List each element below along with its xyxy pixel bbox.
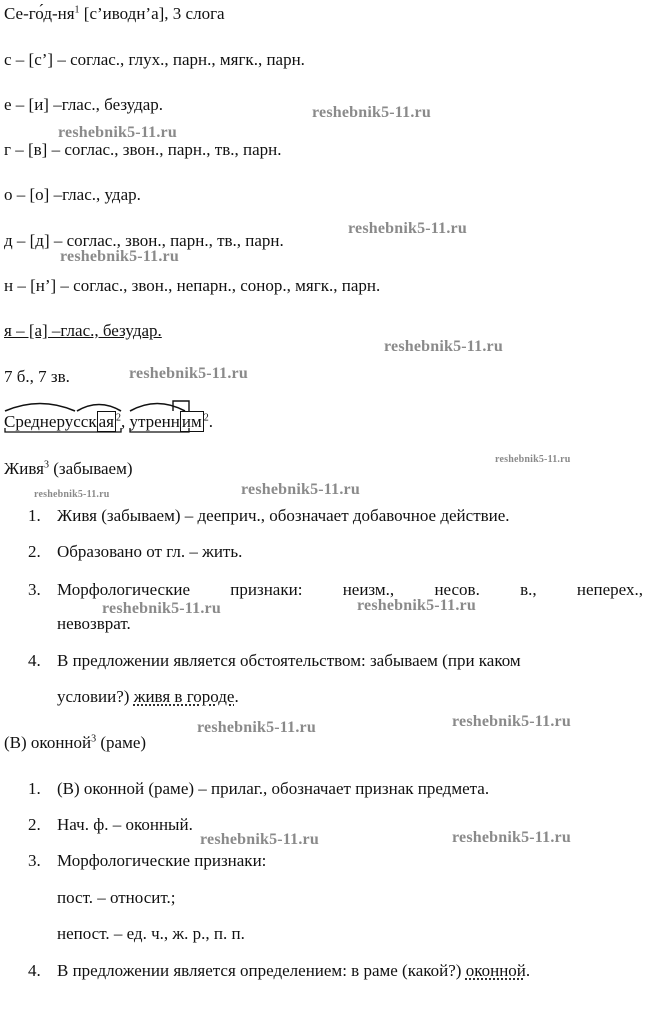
watermark: reshebnik5-11.ru [452, 713, 571, 730]
list-item: Морфологические признаки: [57, 851, 267, 870]
phonetic-word: Се-год-ня [4, 4, 75, 23]
list-number: 3. [28, 580, 41, 599]
morphemic-word-2: утренн им [129, 412, 203, 432]
watermark: reshebnik5-11.ru [58, 124, 177, 141]
list-number: 1. [28, 779, 41, 798]
underlined-phrase: живя в городе [133, 687, 235, 706]
phonetic-heading [4, 4, 225, 24]
phonetic-row: д – [д] – соглас., звон., парн., тв., парн. [4, 231, 284, 250]
list-number: 3. [28, 851, 41, 870]
watermark: reshebnik5-11.ru [34, 489, 110, 500]
list-number: 4. [28, 651, 41, 670]
list-number: 4. [28, 961, 41, 980]
watermark: reshebnik5-11.ru [384, 338, 503, 355]
phonetic-row: г – [в] – соглас., звон., парн., тв., парн. [4, 140, 282, 159]
part2-heading: (В) оконной$^3$ (раме) [4, 733, 147, 752]
list-subitem: непост. – ед. ч., ж. р., п. п. [57, 924, 245, 943]
morpheme-marks-2 [129, 398, 229, 438]
phonetic-transcription: [с’иводн’а], 3 слога [83, 4, 225, 23]
watermark: reshebnik5-11.ru [348, 220, 467, 237]
list-item: Нач. ф. – оконный. [57, 815, 193, 834]
list-item: Образовано от гл. – жить. [57, 542, 243, 561]
phonetic-row: н – [н’] – соглас., звон., непарн., сонор., мягк., парн. [4, 276, 381, 295]
list-item-cont: условии?) живя в городе. [57, 687, 239, 706]
list-item: В предложении является обстоятельством: забываем (при каком [57, 651, 521, 670]
watermark: reshebnik5-11.ru [452, 829, 571, 846]
watermark: reshebnik5-11.ru [241, 481, 360, 498]
list-item: (В) оконной (раме) – прилаг., обозначает признак предмета. [57, 779, 490, 798]
watermark: reshebnik5-11.ru [312, 104, 431, 121]
list-number: 2. [28, 542, 41, 561]
list-number: 2. [28, 815, 41, 834]
list-item: Морфологические признаки: неизм., несов. в., неперех., [57, 580, 643, 599]
underlined-word: оконной [465, 961, 526, 980]
ending-box: ая [98, 412, 114, 431]
phonetic-row: е – [и] –глас., безудар. [4, 95, 164, 114]
watermark: reshebnik5-11.ru [102, 600, 221, 617]
watermark: reshebnik5-11.ru [60, 248, 179, 265]
phonetic-summary: 7 б., 7 зв. [4, 367, 70, 386]
morphemic-line: Среднерусск ая $^2$, утренн им $^2$. [4, 412, 213, 432]
list-subitem: пост. – относит.; [57, 888, 176, 907]
list-item: Живя (забываем) – дееприч., обозначает добавочное действие. [57, 506, 510, 525]
phonetic-word-sup: 1 [74, 4, 80, 16]
part1-heading: Живя$^3$ (забываем) [4, 459, 133, 478]
list-item: В предложении является определением: в раме (какой?) оконной. [57, 961, 531, 980]
morphemic-word-1: Среднерусск ая [4, 412, 116, 432]
ending-box: им [181, 412, 202, 431]
watermark: reshebnik5-11.ru [197, 719, 316, 736]
phonetic-row: о – [о] –глас., удар. [4, 185, 141, 204]
phonetic-row-last: я – [а] –глас., безудар. [4, 321, 162, 340]
list-item-cont: невозврат. [57, 614, 131, 633]
watermark: reshebnik5-11.ru [129, 365, 248, 382]
watermark: reshebnik5-11.ru [495, 454, 571, 465]
watermark: reshebnik5-11.ru [200, 831, 319, 848]
phonetic-row: с – [с’] – соглас., глух., парн., мягк., парн. [4, 50, 305, 69]
list-number: 1. [28, 506, 41, 525]
watermark: reshebnik5-11.ru [357, 597, 476, 614]
